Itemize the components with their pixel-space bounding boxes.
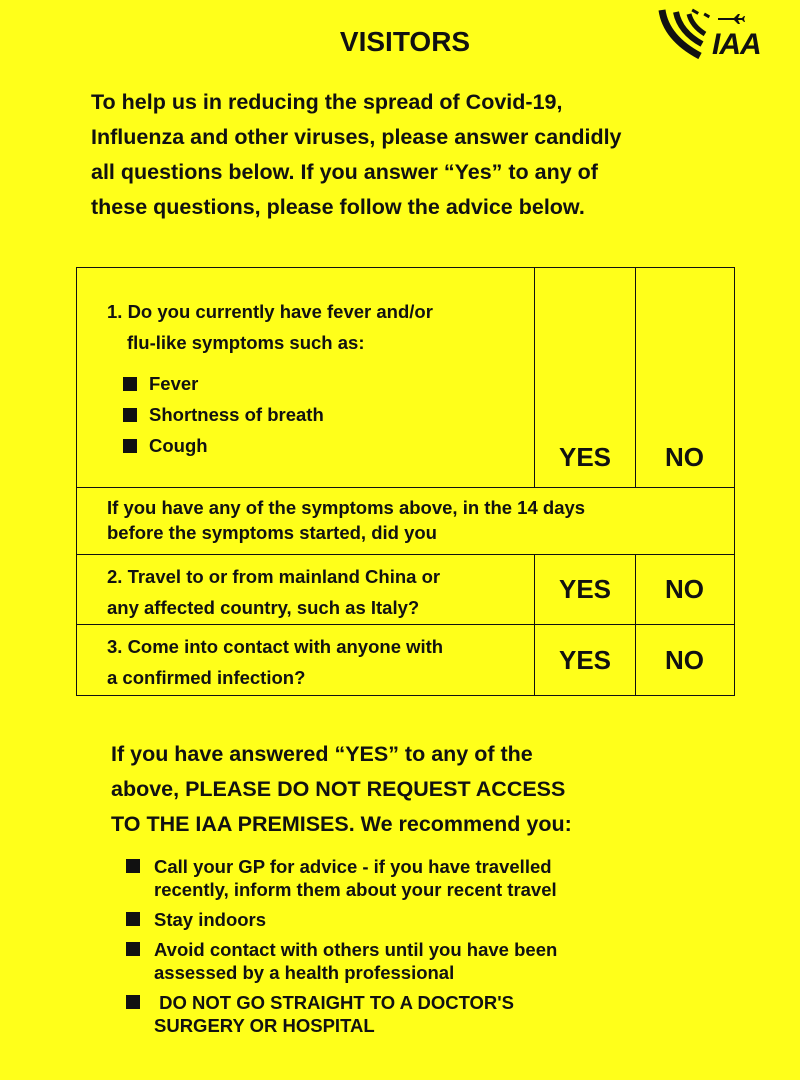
question-1-line2: flu-like symptoms such as: xyxy=(127,332,365,353)
symptom-label: Shortness of breath xyxy=(149,404,324,425)
no-option-q1[interactable]: NO xyxy=(635,268,733,487)
yes-option-q2[interactable]: YES xyxy=(534,555,635,624)
no-option-q2[interactable]: NO xyxy=(635,555,733,624)
bullet-square-icon xyxy=(126,859,140,873)
bullet-square-icon xyxy=(126,995,140,1009)
advice-line: If you have answered “YES” to any of the xyxy=(111,742,533,766)
bullet-square-icon xyxy=(123,377,137,391)
recommendation-list xyxy=(126,855,726,1044)
no-option-q3[interactable]: NO xyxy=(635,625,733,695)
info-line: If you have any of the symptoms above, in the 14 days xyxy=(107,497,586,518)
question-row-3 xyxy=(77,625,734,695)
recommendation-text xyxy=(154,908,266,931)
page-title: VISITORS xyxy=(339,26,471,57)
question-2-line1: 2. Travel to or from mainland China or xyxy=(107,566,441,587)
question-2-line2: any affected country, such as Italy? xyxy=(107,597,420,618)
symptom-label: Cough xyxy=(149,435,208,456)
question-row-1 xyxy=(77,268,734,488)
recommendation-text xyxy=(154,855,557,901)
question-cell xyxy=(77,625,534,695)
recommendation-line: Avoid contact with others until you have been xyxy=(154,939,558,960)
intro-text xyxy=(91,85,751,225)
list-item xyxy=(123,368,534,399)
bullet-square-icon xyxy=(123,439,137,453)
intro-line: To help us in reducing the spread of Covid-19, xyxy=(91,90,563,114)
list-item xyxy=(126,938,726,984)
intro-line: Influenza and other viruses, please answer candidly xyxy=(91,125,622,149)
list-item xyxy=(126,908,726,931)
intro-line: all questions below. If you answer “Yes” to any of xyxy=(91,160,598,184)
recommendation-text xyxy=(154,938,557,984)
yes-option-q1[interactable]: YES xyxy=(534,268,635,487)
bullet-square-icon xyxy=(126,912,140,926)
recommendation-line: recently, inform them about your recent travel xyxy=(154,879,557,900)
recommendation-line: SURGERY OR HOSPITAL xyxy=(154,1015,375,1036)
questionnaire-table xyxy=(76,267,735,696)
recommendation-line: DO NOT GO STRAIGHT TO A DOCTOR'S xyxy=(154,992,515,1013)
advice-text xyxy=(111,737,731,842)
question-1-line1: 1. Do you currently have fever and/or xyxy=(107,301,433,322)
recommendation-text xyxy=(154,991,514,1037)
advice-line: above, PLEASE DO NOT REQUEST ACCESS xyxy=(111,777,566,801)
recommendation-line: Stay indoors xyxy=(154,909,267,930)
intro-line: these questions, please follow the advice below. xyxy=(91,195,585,219)
logo-text: IAA xyxy=(712,28,761,61)
question-cell xyxy=(77,555,534,624)
question-cell xyxy=(77,268,534,487)
info-text xyxy=(107,495,585,554)
recommendation-line: Call your GP for advice - if you have travelled xyxy=(154,856,552,877)
list-item xyxy=(123,430,534,461)
info-line: before the symptoms started, did you xyxy=(107,522,437,543)
list-item xyxy=(123,399,534,430)
list-item xyxy=(126,855,726,901)
list-item xyxy=(126,991,726,1037)
info-row xyxy=(77,488,734,555)
bullet-square-icon xyxy=(126,942,140,956)
question-3-line2: a confirmed infection? xyxy=(107,667,306,688)
advice-line: TO THE IAA PREMISES. We recommend you: xyxy=(111,812,572,836)
symptom-list xyxy=(107,368,534,461)
question-3-line1: 3. Come into contact with anyone with xyxy=(107,636,444,657)
question-row-2 xyxy=(77,555,734,625)
yes-option-q3[interactable]: YES xyxy=(534,625,635,695)
bullet-square-icon xyxy=(123,408,137,422)
symptom-label: Fever xyxy=(149,373,199,394)
recommendation-line: assessed by a health professional xyxy=(154,962,455,983)
